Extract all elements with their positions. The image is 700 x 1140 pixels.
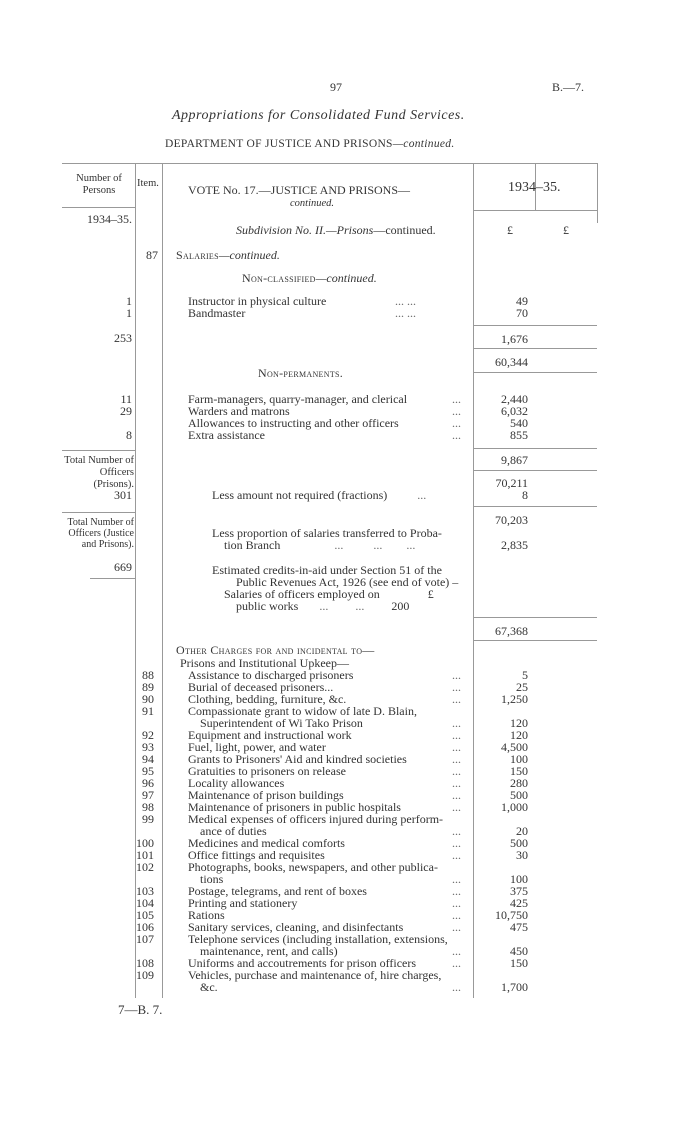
year-header-bottom-rule (473, 210, 597, 211)
row-item-number: 100 (136, 836, 154, 850)
row-amount: 450 (510, 944, 528, 958)
persons-header-rule (62, 207, 135, 208)
row-description: Maintenance of prisoners in public hospitals (188, 800, 401, 814)
leader-dots: ... (452, 872, 461, 886)
row-description: Gratuities to prisoners on release (188, 764, 346, 778)
less-probation-line2: tion Branch ... ... ... (224, 538, 416, 552)
row-amount: 5 (522, 668, 528, 682)
row-description: Maintenance of prison buildings (188, 788, 344, 802)
row-amount: 1,250 (501, 692, 528, 706)
sub2-bottom-rule (473, 372, 597, 373)
row-item-number: 105 (136, 908, 154, 922)
row-item-number: 102 (136, 860, 154, 874)
row-amount: 500 (510, 836, 528, 850)
department-heading: DEPARTMENT OF JUSTICE AND PRISONS—continued. (165, 138, 455, 150)
leader-dots: ... (452, 800, 461, 814)
row-amount: 49 (516, 294, 528, 308)
row-amount: 475 (510, 920, 528, 934)
vote-header: VOTE No. 17.—JUSTICE AND PRISONS— (188, 183, 411, 197)
row-amount: 4,500 (501, 740, 528, 754)
document-ref: B.—7. (552, 80, 585, 94)
row-description: Assistance to discharged prisoners (188, 668, 354, 682)
row-persons: 1 (126, 306, 132, 320)
row-description-continued: maintenance, rent, and calls) (200, 944, 338, 958)
row-description: Extra assistance (188, 428, 265, 442)
row-item-number: 104 (136, 896, 154, 910)
leader-dots: ... ... (395, 294, 416, 308)
leader-dots: ... (452, 752, 461, 766)
year-header: 1934–35. (508, 180, 561, 195)
nonclassified-heading: Non-classified—continued. (242, 271, 377, 285)
persons-header: Number of Persons (76, 173, 122, 196)
page-title: Appropriations for Consolidated Fund Services. (172, 108, 465, 123)
final-rule (473, 617, 597, 618)
row-amount: 855 (510, 428, 528, 442)
row-description: Grants to Prisoners' Aid and kindred societies (188, 752, 407, 766)
final-bottom-rule (473, 640, 597, 641)
np-total-rule (473, 448, 597, 449)
leader-dots: ... (452, 716, 461, 730)
sub1-amount: 1,676 (501, 332, 528, 346)
estimated-line1: Estimated credits-in-aid under Section 51 of the (212, 563, 442, 577)
row-description: Fuel, light, power, and water (188, 740, 326, 754)
row-item-number: 106 (136, 920, 154, 934)
np-total-amount: 9,867 (501, 453, 528, 467)
row-item-number: 99 (142, 812, 154, 826)
row-description: Allowances to instructing and other officers (188, 416, 399, 430)
estimated-line4: public works ... ... 200 (236, 599, 410, 613)
row-amount: 30 (516, 848, 528, 862)
row-description: Sanitary services, cleaning, and disinfectants (188, 920, 404, 934)
row-description-continued: ance of duties (200, 824, 267, 838)
item-column-rule (162, 163, 163, 998)
row-item-number: 89 (142, 680, 154, 694)
leader-dots: ... (452, 920, 461, 934)
row-item-number: 108 (136, 956, 154, 970)
row-amount: 1,700 (501, 980, 528, 994)
subdivision-heading: Subdivision No. II.—Prisons—continued. (236, 223, 436, 237)
nonpermanents-heading: Non-permanents. (258, 366, 344, 380)
row-description: Locality allowances (188, 776, 285, 790)
persons-year: 1934–35. (87, 212, 132, 226)
row-amount: 150 (510, 764, 528, 778)
leader-dots: ... (452, 416, 461, 430)
leader-dots: ... (452, 404, 461, 418)
row-item-number: 97 (142, 788, 154, 802)
leader-dots: ... (452, 908, 461, 922)
sub1-persons: 253 (114, 331, 132, 345)
row-description: Compassionate grant to widow of late D. Blain, (188, 704, 417, 718)
less-probation-line1: Less proportion of salaries transferred to Proba- (212, 526, 442, 540)
leader-dots: ... (452, 776, 461, 790)
row-persons: 1 (126, 294, 132, 308)
pound-sign-2: £ (563, 223, 569, 237)
leader-dots: ... (452, 836, 461, 850)
row-description: Farm-managers, quarry-manager, and clerical (188, 392, 408, 406)
row-amount: 100 (510, 752, 528, 766)
row-item-number: 98 (142, 800, 154, 814)
persons-divider-3 (90, 578, 135, 579)
row-description-continued: Superintendent of Wi Tako Prison (200, 716, 363, 730)
leader-dots: ... (452, 980, 461, 994)
total-prisons-label: Total Number of Officers (Prisons). (64, 455, 134, 490)
row-description: Rations (188, 908, 225, 922)
persons-divider-1 (62, 450, 135, 451)
row-amount: 20 (516, 824, 528, 838)
row-item-number: 107 (136, 932, 154, 946)
pound-sign-1: £ (507, 223, 513, 237)
leader-dots: ... (452, 884, 461, 898)
leader-dots: ... (452, 668, 461, 682)
row-amount: 70 (516, 306, 528, 320)
row-amount: 10,750 (495, 908, 528, 922)
total-prisons-value: 301 (114, 488, 132, 502)
row-description: Office fittings and requisites (188, 848, 325, 862)
leader-dots: ... (452, 848, 461, 862)
sub2-amount: 60,344 (495, 355, 528, 369)
less-fractions-amount: 8 (522, 488, 528, 502)
row-amount: 375 (510, 884, 528, 898)
row-description: Medicines and medical comforts (188, 836, 345, 850)
row-description: Equipment and instructional work (188, 728, 352, 742)
row-amount: 2,440 (501, 392, 528, 406)
persons-divider-2 (62, 512, 135, 513)
right-column-rule (597, 163, 598, 223)
row-item-number: 95 (142, 764, 154, 778)
row-amount: 425 (510, 896, 528, 910)
page-number: 97 (330, 80, 342, 94)
row-item-number: 88 (142, 668, 154, 682)
estimated-line3: Salaries of officers employed on £ (224, 587, 434, 601)
less-fractions-label: Less amount not required (fractions) ... (212, 488, 427, 502)
leader-dots: ... (452, 428, 461, 442)
row-description: Telephone services (including installation, extensions, (188, 932, 448, 946)
vote-continued: continued. (290, 198, 335, 209)
leader-dots: ... (452, 764, 461, 778)
leader-dots: ... (452, 956, 461, 970)
t1-rule (473, 470, 597, 471)
prisons-upkeep-heading: Prisons and Institutional Upkeep— (180, 656, 349, 670)
row-persons: 11 (120, 392, 132, 406)
row-description-continued: tions (200, 872, 224, 886)
total-justice-label: Total Number of Officers (Justice and Prisons). (67, 517, 134, 550)
row-description: Warders and matrons (188, 404, 290, 418)
row-description: Photographs, books, newspapers, and other publica- (188, 860, 438, 874)
row-amount: 150 (510, 956, 528, 970)
row-item-number: 109 (136, 968, 154, 982)
leader-dots: ... (452, 392, 461, 406)
row-description: Burial of deceased prisoners... (188, 680, 334, 694)
row-amount: 120 (510, 728, 528, 742)
row-amount: 500 (510, 788, 528, 802)
estimated-line2: Public Revenues Act, 1926 (see end of vote) – (236, 575, 459, 589)
less-probation-amount: 2,835 (501, 538, 528, 552)
sub1-rule (473, 325, 597, 326)
leader-dots: ... (452, 680, 461, 694)
t1-amount: 70,211 (495, 476, 528, 490)
row-item-number: 96 (142, 776, 154, 790)
row-persons: 8 (126, 428, 132, 442)
salaries-heading: Salaries—continued. (176, 248, 280, 262)
row-description-continued: &c. (200, 980, 218, 994)
t2-rule (473, 506, 597, 507)
t2-amount: 70,203 (495, 513, 528, 527)
row-amount: 25 (516, 680, 528, 694)
footer-ref: 7—B. 7. (118, 1002, 163, 1017)
row-amount: 6,032 (501, 404, 528, 418)
row-item-number: 94 (142, 752, 154, 766)
leader-dots: ... (452, 896, 461, 910)
row-item-number: 90 (142, 692, 154, 706)
row-description: Printing and stationery (188, 896, 298, 910)
leader-dots: ... ... (395, 306, 416, 320)
row-persons: 29 (120, 404, 132, 418)
row-amount: 540 (510, 416, 528, 430)
final-amount: 67,368 (495, 624, 528, 638)
row-amount: 1,000 (501, 800, 528, 814)
row-item-number: 103 (136, 884, 154, 898)
row-item-number: 93 (142, 740, 154, 754)
leader-dots: ... (452, 692, 461, 706)
leader-dots: ... (452, 824, 461, 838)
row-description: Uniforms and accoutrements for prison officers (188, 956, 417, 970)
row-description: Clothing, bedding, furniture, &c. (188, 692, 347, 706)
item-header: Item. (137, 178, 159, 189)
item-number: 87 (146, 248, 158, 262)
row-description: Postage, telegrams, and rent of boxes (188, 884, 367, 898)
row-item-number: 92 (142, 728, 154, 742)
row-amount: 120 (510, 716, 528, 730)
leader-dots: ... (452, 728, 461, 742)
sub2-rule (473, 348, 597, 349)
other-charges-heading: Other Charges for and incidental to— (176, 643, 375, 657)
row-amount: 280 (510, 776, 528, 790)
leader-dots: ... (452, 944, 461, 958)
row-description: Medical expenses of officers injured during perform- (188, 812, 444, 826)
total-justice-value: 669 (114, 560, 132, 574)
row-amount: 100 (510, 872, 528, 886)
row-item-number: 101 (136, 848, 154, 862)
leader-dots: ... (452, 740, 461, 754)
row-item-number: 91 (142, 704, 154, 718)
row-description: Instructor in physical culture (188, 294, 327, 308)
row-description: Bandmaster (188, 306, 246, 320)
row-description: Vehicles, purchase and maintenance of, hire charges, (188, 968, 442, 982)
table-top-rule (62, 163, 597, 164)
leader-dots: ... (452, 788, 461, 802)
